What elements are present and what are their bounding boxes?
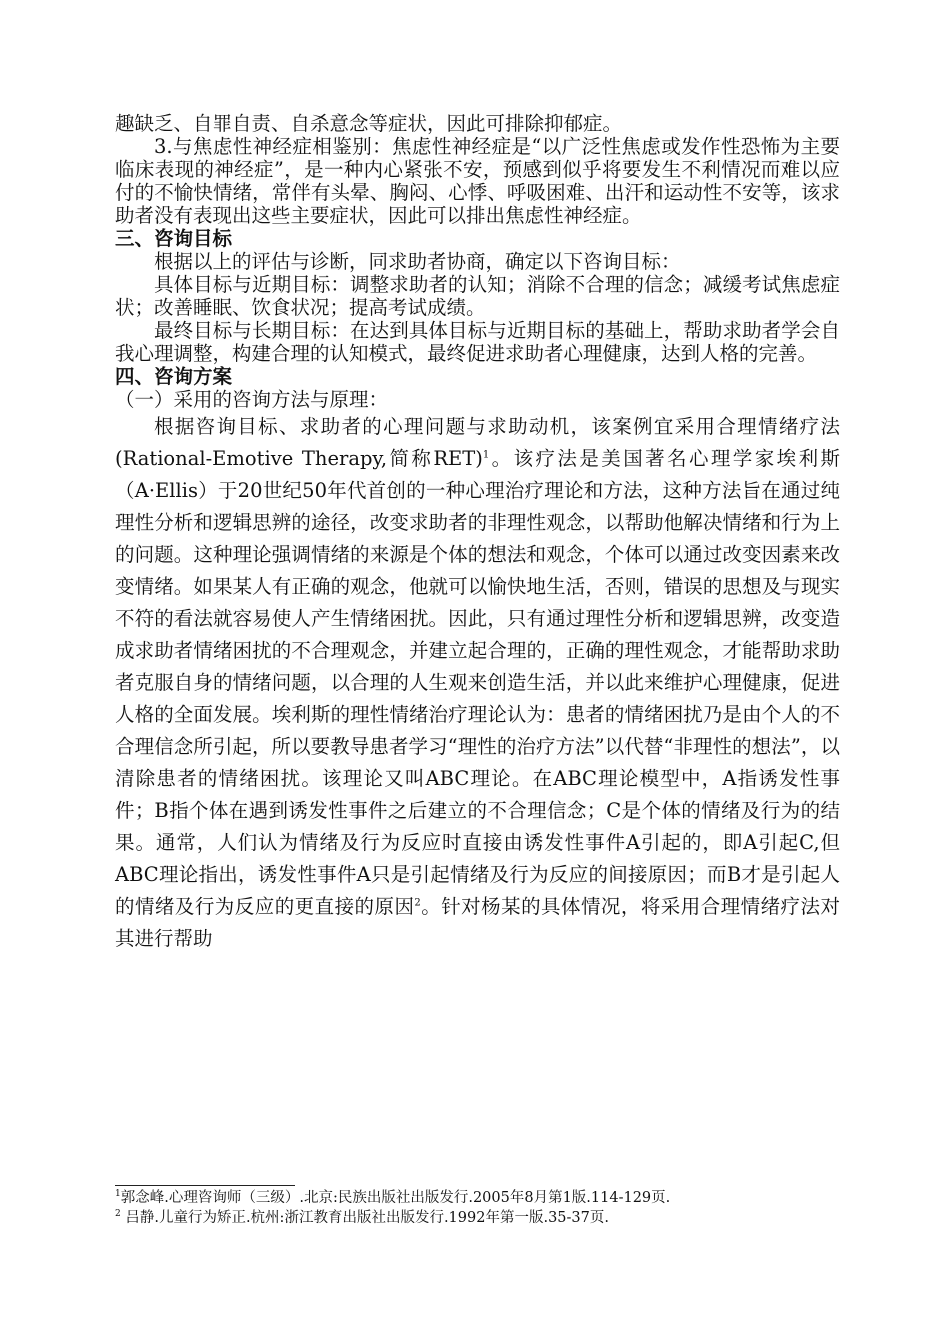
document-body <box>115 112 840 955</box>
footnote-ref-2: 2 <box>414 897 421 909</box>
footnote-1 <box>115 1188 855 1208</box>
paragraph-depression-exclusion: 趣缺乏、自罪自责、自杀意念等症状，因此可排除抑郁症。 <box>115 112 623 135</box>
paragraph-goals-short-term: 具体目标与近期目标：调整求助者的认知；消除不合理的信念；减缓考试焦虑症状；改善睡眠、饮食状况；提高考试成绩。 <box>115 273 840 319</box>
method-text-part-3: 。针对杨某的具体情况，将采用合理情绪疗法对其进行帮助 <box>115 895 840 950</box>
method-text-part-2: 。该疗法是美国著名心理学家埃利斯（A·Ellis）于20世纪50年代首创的一种心理治疗理论和方法，这种方法旨在通过纯理性分析和逻辑思辨的途径，改变求助者的非理性观念，以帮助他解决情绪和行为上的问题。这种理论强调情绪的来源是个体的想法和观念，个体可以通过改变因素来改变情绪。如果某人有正确的观念，他就可以愉快地生活，否则，错误的思想及与现实不符的看法就容易使人产生情绪困扰。因此，只有通过理性分析和逻辑思辨，改变造成求助者情绪困扰的不合理观念，并建立起合理的，正确的理性观念，才能帮助求助者克服自身的情绪问题，以合理的人生观来创造生活，并以此来维护心理健康，促进人格的全面发展。埃利斯的理性情绪治疗理论认为：患者的情绪困扰乃是由个人的不合理信念所引起，所以要教导患者学习“理性的治疗方法”以代替“非理性的想法”，以清除患者的情绪困扰。该理论又叫ABC理论。在ABC理论模型中，A指诱发性事件；B指个体在遇到诱发性事件之后建立的不合理信念；C是个体的情绪及行为的结果。通常，人们认为情绪及行为反应时直接由诱发性事件A引起的，即A引起C,但ABC理论指出，诱发性事件A只是引起情绪及行为反应的间接原因；而B才是引起人的情绪及行为反应的更直接的原因 <box>115 447 840 918</box>
section-heading-goals: 三、咨询目标 <box>115 227 233 250</box>
footnote-divider <box>115 1185 295 1186</box>
footnote-2-text: 吕静.儿童行为矫正.杭州:浙江教育出版社出版发行.1992年第一版.35-37页. <box>120 1210 609 1226</box>
footnote-1-mark: 1 <box>115 1189 121 1200</box>
subsection-heading-method: （一）采用的咨询方法与原理： <box>115 388 389 411</box>
paragraph-goals-intro: 根据以上的评估与诊断，同求助者协商，确定以下咨询目标： <box>154 250 681 273</box>
paragraph-goals-long-term: 最终目标与长期目标：在达到具体目标与近期目标的基础上，帮助求助者学会自我心理调整，构建合理的认知模式，最终促进求助者心理健康，达到人格的完善。 <box>115 319 840 365</box>
footnote-2 <box>115 1208 855 1228</box>
footnotes <box>115 1188 855 1228</box>
footnote-1-text: 郭念峰.心理咨询师（三级）.北京:民族出版社出版发行.2005年8月第1版.114-129页. <box>120 1190 671 1206</box>
footnote-2-mark: 2 <box>115 1209 121 1220</box>
paragraph-anxiety-differential: 3.与焦虑性神经症相鉴别：焦虑性神经症是“以广泛性焦虑或发作性恐怖为主要临床表现的神经症”，是一种内心紧张不安，预感到似乎将要发生不利情况而难以应付的不愉快情绪，常伴有头晕、胸闷、心悸、呼吸困难、出汗和运动性不安等，该求助者没有表现出这些主要症状，因此可以排出焦虑性神经症。 <box>115 135 840 227</box>
paragraph-method-principle <box>115 411 840 955</box>
footnote-ref-1: 1 <box>482 449 490 461</box>
section-heading-plan: 四、咨询方案 <box>115 365 233 388</box>
method-text-part-1: 根据咨询目标、求助者的心理问题与求助动机，该案例宜采用合理情绪疗法(Rational-Emotive Therapy,简称RET) <box>115 415 840 470</box>
